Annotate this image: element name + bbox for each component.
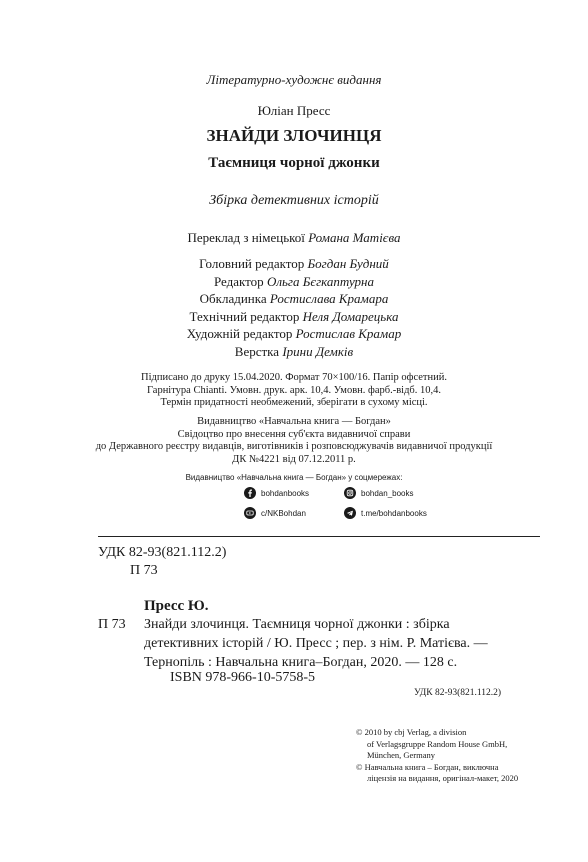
author-name: Юліан Пресс (257, 103, 331, 118)
translation-line (0, 230, 588, 246)
print-info-line: Термін придатності необмежений, зберігати в сухому місці. (160, 397, 428, 408)
catalog-description-line: Знайди злочинця. Таємниця чорної джонки : збірка (144, 617, 450, 632)
instagram-icon (344, 487, 356, 499)
collection-subtitle: Збірка детективних історій (209, 193, 379, 208)
facebook-handle: bohdanbooks (261, 488, 310, 498)
telegram-handle: t.me/bohdanbooks (361, 508, 427, 518)
youtube-handle: c/NKBohdan (261, 508, 306, 518)
credit-line: Технічний редактор Неля Домарецька (189, 308, 399, 324)
social-instagram[interactable] (344, 487, 414, 499)
book-subtitle: Таємниця чорної джонки (208, 155, 380, 171)
facebook-icon (244, 487, 256, 499)
social-youtube[interactable] (244, 507, 306, 519)
copyright-line: © 2010 by cbj Verlag, a division (356, 727, 467, 737)
credit-line: Верстка Ірини Демків (234, 343, 354, 359)
social-facebook[interactable] (244, 487, 309, 499)
telegram-icon (344, 507, 356, 519)
print-info (0, 372, 588, 410)
catalog-code: П 73 (130, 563, 158, 578)
copyright-block (356, 727, 518, 785)
divider-line (98, 536, 540, 537)
publisher-info-line: Свідоцтво про внесення суб'єкта видавничої справи (177, 428, 411, 440)
edition-type: Літературно-художнє видання (206, 72, 382, 87)
credits-block (0, 255, 588, 360)
social-telegram[interactable] (344, 507, 427, 519)
isbn: ISBN 978-966-10-5758-5 (170, 670, 316, 685)
publisher-info-line: до Державного реєстру видавців, виготівників і розповсюджувачів видавничої продукції (95, 441, 493, 452)
credit-line: Редактор Ольга Бєгкаптурна (213, 273, 375, 289)
catalog-code-repeat: П 73 (98, 617, 126, 632)
credit-line: Художній редактор Ростислав Крамар (186, 326, 402, 341)
credit-line: Головний редактор Богдан Будний (199, 256, 389, 271)
credit-line: Обкладинка Ростислава Крамара (199, 291, 389, 306)
copyright-line: © Навчальна книга – Богдан, виключна (356, 761, 499, 772)
copyright-line: of Verlagsgruppe Random House GmbH, (367, 738, 508, 749)
social-title: Видавництво «Навчальна книга — Богдан» у соцмережах: (185, 473, 403, 482)
udc-code-right: УДК 82-93(821.112.2) (414, 688, 502, 698)
copyright-line: München, Germany (367, 750, 435, 760)
udc-code: УДК 82-93(821.112.2) (98, 545, 227, 560)
book-title: ЗНАЙДИ ЗЛОЧИНЦЯ (206, 126, 382, 145)
translation-label: Переклад з німецької (187, 230, 305, 245)
catalog-description-line: детективних історій / Ю. Пресс ; пер. з нім. Р. Матієва. — (144, 636, 488, 651)
catalog-description-line: Тернопіль : Навчальна книга–Богдан, 2020. — 128 с. (144, 655, 458, 670)
translator-name: Романа Матієва (308, 230, 401, 245)
youtube-icon (244, 507, 256, 519)
print-info-line: Підписано до друку 15.04.2020. Формат 70×100/16. Папір офсетний. (140, 372, 447, 383)
publisher-info (0, 416, 588, 466)
catalog-author-entry: Пресс Ю. (144, 598, 209, 614)
publisher-info-line: ДК №4221 від 07.12.2011 р. (232, 453, 356, 465)
instagram-handle: bohdan_books (361, 488, 414, 498)
copyright-line: ліцензія на видання, оригінал-макет, 2020 (367, 773, 519, 783)
publisher-info-line: Видавництво «Навчальна книга — Богдан» (197, 416, 391, 427)
print-info-line: Гарнітура Chianti. Умовн. друк. арк. 10,4. Умовн. фарб.-відб. 10,4. (146, 384, 442, 396)
